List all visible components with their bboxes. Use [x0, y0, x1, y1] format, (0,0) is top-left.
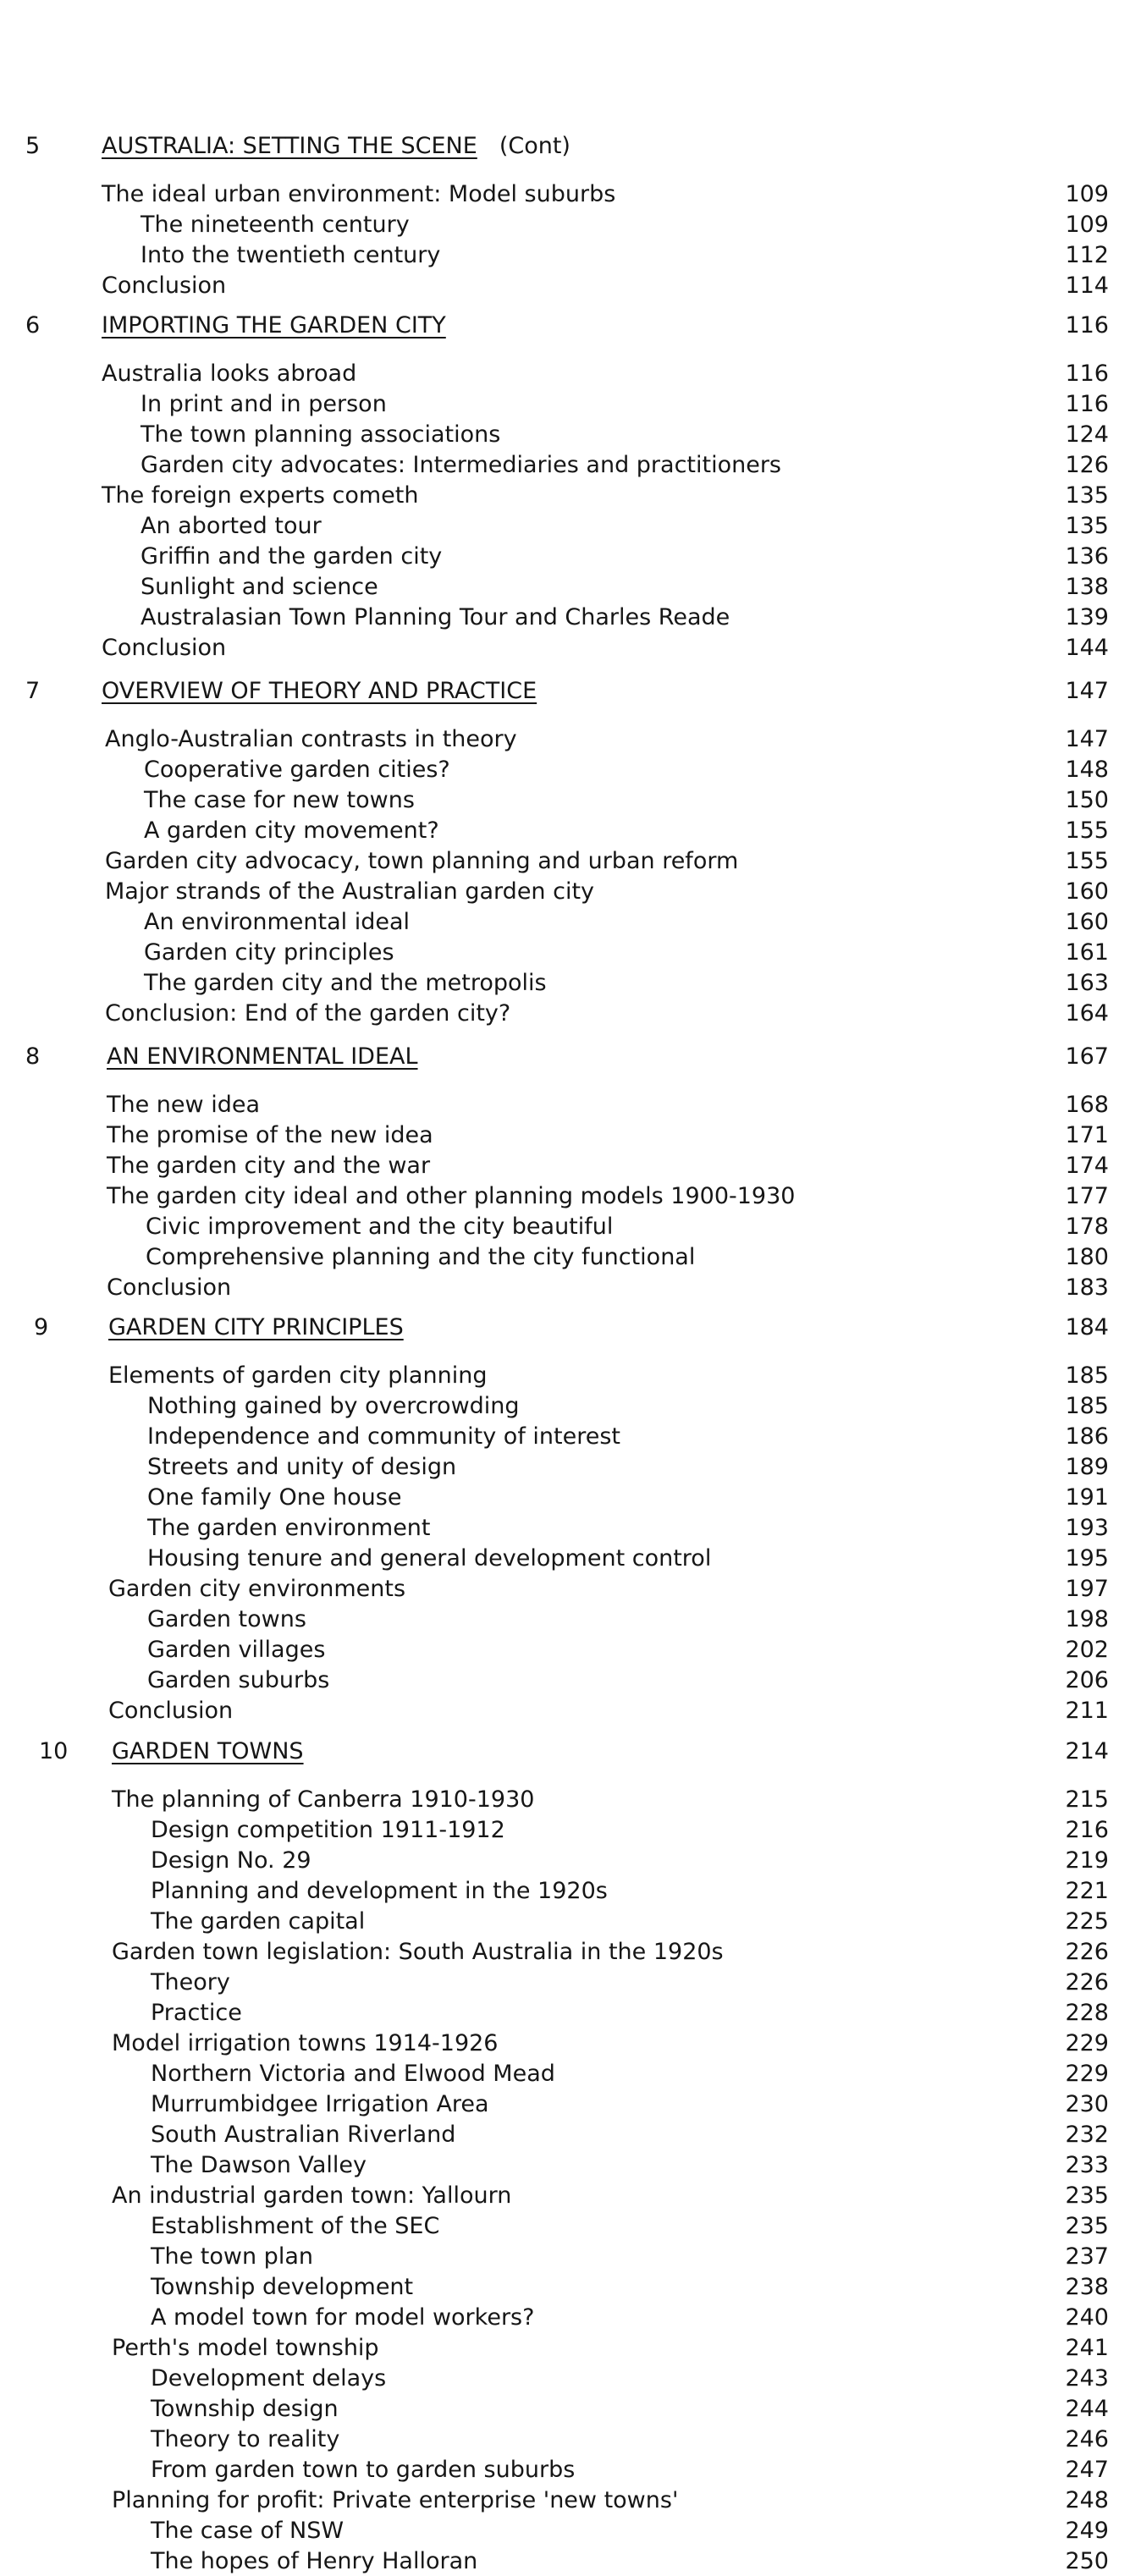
- subsection-title: The garden capital: [151, 1908, 366, 1935]
- subsection-title: In print and in person: [141, 391, 387, 417]
- subsection-title: Garden villages: [147, 1637, 326, 1663]
- page-number: 135: [1065, 513, 1109, 539]
- section-title: Garden city advocacy, town planning and urban reform: [105, 848, 739, 874]
- subsection-title: One family One house: [147, 1484, 402, 1511]
- chapter-title: IMPORTING THE GARDEN CITY: [102, 312, 446, 339]
- page-number: 215: [1065, 1786, 1109, 1813]
- page-number: 211: [1065, 1698, 1109, 1724]
- page-number: 147: [1065, 726, 1109, 752]
- subsection-title: From garden town to garden suburbs: [151, 2457, 576, 2483]
- chapter-title: GARDEN CITY PRINCIPLES: [108, 1314, 404, 1340]
- page-number: 237: [1065, 2243, 1109, 2270]
- page-number: 136: [1065, 543, 1109, 570]
- page-number: 191: [1065, 1484, 1109, 1511]
- page-number: 244: [1065, 2396, 1109, 2422]
- chapter-number: 8: [25, 1043, 41, 1070]
- page-number: 177: [1065, 1183, 1109, 1209]
- page-number: 247: [1065, 2457, 1109, 2483]
- page-number: 243: [1065, 2365, 1109, 2392]
- chapter-title-group: [102, 677, 537, 706]
- page-number: 160: [1065, 909, 1109, 935]
- page-number: 235: [1065, 2213, 1109, 2239]
- chapter-number: 7: [25, 678, 41, 704]
- chapter-title: OVERVIEW OF THEORY AND PRACTICE: [102, 678, 537, 704]
- subsection-title: Design No. 29: [151, 1847, 311, 1874]
- subsection-title: The Dawson Valley: [151, 2152, 367, 2178]
- section-title: Australia looks abroad: [102, 361, 357, 387]
- page-number: 180: [1065, 1244, 1109, 1270]
- section-title: Conclusion: [108, 1698, 234, 1724]
- page-number: 164: [1065, 1000, 1109, 1027]
- subsection-title: Establishment of the SEC: [151, 2213, 440, 2239]
- chapter-number: 9: [34, 1314, 49, 1340]
- page-number: 229: [1065, 2030, 1109, 2056]
- page-number: 135: [1065, 482, 1109, 509]
- subsection-title: Cooperative garden cities?: [144, 757, 450, 783]
- subsection-title: The case for new towns: [144, 787, 415, 813]
- section-title: Garden town legislation: South Australia in the 1920s: [112, 1939, 724, 1965]
- page-number: 174: [1065, 1153, 1109, 1179]
- subsection-title: Garden suburbs: [147, 1667, 330, 1693]
- section-title: Conclusion: [102, 635, 227, 661]
- page-number: 139: [1065, 604, 1109, 630]
- page-number: 167: [1065, 1043, 1109, 1070]
- section-title: The new idea: [107, 1092, 260, 1118]
- page-number: 185: [1065, 1362, 1109, 1389]
- page-number: 246: [1065, 2426, 1109, 2452]
- page-number: 193: [1065, 1515, 1109, 1541]
- subsection-title: Theory: [151, 1969, 230, 1995]
- subsection-title: Into the twentieth century: [141, 242, 441, 268]
- page-number: 178: [1065, 1214, 1109, 1240]
- section-title: The garden city and the war: [107, 1153, 431, 1179]
- page-number: 116: [1065, 391, 1109, 417]
- subsection-title: Design competition 1911-1912: [151, 1817, 505, 1843]
- subsection-title: Streets and unity of design: [147, 1454, 457, 1480]
- page-number: 238: [1065, 2274, 1109, 2300]
- section-title: Conclusion: [107, 1274, 232, 1301]
- page-number: 155: [1065, 817, 1109, 844]
- section-title: Conclusion: [102, 272, 227, 299]
- section-title: Conclusion: End of the garden city?: [105, 1000, 511, 1027]
- subsection-title: A garden city movement?: [144, 817, 439, 844]
- page-number: 214: [1065, 1738, 1109, 1764]
- subsection-title: Housing tenure and general development control: [147, 1545, 712, 1571]
- subsection-title: Planning and development in the 1920s: [151, 1878, 608, 1904]
- subsection-title: The nineteenth century: [141, 212, 410, 238]
- page-number: 112: [1065, 242, 1109, 268]
- subsection-title: The garden city and the metropolis: [144, 970, 547, 996]
- section-title: Perth's model township: [112, 2335, 379, 2361]
- page-number: 114: [1065, 272, 1109, 299]
- subsection-title: The town plan: [151, 2243, 313, 2270]
- page-number: 233: [1065, 2152, 1109, 2178]
- page-number: 184: [1065, 1314, 1109, 1340]
- page-number: 116: [1065, 312, 1109, 339]
- page-number: 116: [1065, 361, 1109, 387]
- page-number: 126: [1065, 452, 1109, 478]
- page-number: 198: [1065, 1606, 1109, 1632]
- page-number: 249: [1065, 2518, 1109, 2544]
- page-number: 197: [1065, 1576, 1109, 1602]
- page-number: 248: [1065, 2487, 1109, 2513]
- subsection-title: Garden city principles: [144, 939, 394, 966]
- subsection-title: Civic improvement and the city beautiful: [146, 1214, 614, 1240]
- page-number: 221: [1065, 1878, 1109, 1904]
- subsection-title: Garden city advocates: Intermediaries and practitioners: [141, 452, 782, 478]
- section-title: The ideal urban environment: Model suburbs: [102, 181, 616, 207]
- page-number: 161: [1065, 939, 1109, 966]
- page-number: 230: [1065, 2091, 1109, 2117]
- chapter-title: GARDEN TOWNS: [112, 1738, 304, 1764]
- page-number: 168: [1065, 1092, 1109, 1118]
- subsection-title: Township development: [151, 2274, 414, 2300]
- subsection-title: Griffin and the garden city: [141, 543, 443, 570]
- subsection-title: Development delays: [151, 2365, 387, 2392]
- subsection-title: The garden environment: [147, 1515, 431, 1541]
- subsection-title: Independence and community of interest: [147, 1423, 620, 1450]
- section-title: Garden city environments: [108, 1576, 406, 1602]
- page-number: 171: [1065, 1122, 1109, 1148]
- chapter-title: AUSTRALIA: SETTING THE SCENE: [102, 133, 477, 159]
- section-title: Anglo-Australian contrasts in theory: [105, 726, 517, 752]
- subsection-title: The case of NSW: [151, 2518, 345, 2544]
- page-number: 183: [1065, 1274, 1109, 1301]
- section-title: Model irrigation towns 1914-1926: [112, 2030, 499, 2056]
- section-title: The promise of the new idea: [107, 1122, 433, 1148]
- page-number: 225: [1065, 1908, 1109, 1935]
- page-number: 232: [1065, 2122, 1109, 2148]
- page-number: 202: [1065, 1637, 1109, 1663]
- subsection-title: An aborted tour: [141, 513, 322, 539]
- section-title: The foreign experts cometh: [102, 482, 419, 509]
- subsection-title: The town planning associations: [141, 421, 501, 448]
- page-number: 206: [1065, 1667, 1109, 1693]
- chapter-number: 5: [25, 133, 41, 159]
- page-number: 109: [1065, 181, 1109, 207]
- subsection-title: Comprehensive planning and the city functional: [146, 1244, 696, 1270]
- page-number: 216: [1065, 1817, 1109, 1843]
- chapter-title-group: [107, 1043, 418, 1071]
- section-title: Planning for profit: Private enterprise 'new towns': [112, 2487, 679, 2513]
- page-number: 189: [1065, 1454, 1109, 1480]
- page-number: 148: [1065, 757, 1109, 783]
- subsection-title: An environmental ideal: [144, 909, 411, 935]
- subsection-title: Nothing gained by overcrowding: [147, 1393, 520, 1419]
- chapter-title: AN ENVIRONMENTAL IDEAL: [107, 1043, 418, 1070]
- chapter-number: 10: [39, 1738, 69, 1764]
- subsection-title: Township design: [151, 2396, 339, 2422]
- chapter-continued-note: (Cont): [499, 133, 570, 159]
- subsection-title: Northern Victoria and Elwood Mead: [151, 2061, 555, 2087]
- page-number: 235: [1065, 2182, 1109, 2209]
- subsection-title: South Australian Riverland: [151, 2122, 456, 2148]
- subsection-title: Garden towns: [147, 1606, 306, 1632]
- page-number: 195: [1065, 1545, 1109, 1571]
- chapter-title-group: [112, 1737, 304, 1766]
- section-title: Elements of garden city planning: [108, 1362, 488, 1389]
- chapter-title-group: [102, 311, 446, 340]
- subsection-title: Australasian Town Planning Tour and Charles Reade: [141, 604, 730, 630]
- chapter-number: 6: [25, 312, 41, 339]
- page-number: 147: [1065, 678, 1109, 704]
- page-number: 226: [1065, 1939, 1109, 1965]
- page-number: 150: [1065, 787, 1109, 813]
- page-number: 240: [1065, 2304, 1109, 2331]
- page-number: 163: [1065, 970, 1109, 996]
- page-number: 186: [1065, 1423, 1109, 1450]
- page-number: 226: [1065, 1969, 1109, 1995]
- page-number: 138: [1065, 574, 1109, 600]
- chapter-title-group: [108, 1313, 404, 1342]
- subsection-title: A model town for model workers?: [151, 2304, 535, 2331]
- section-title: Major strands of the Australian garden city: [105, 878, 595, 905]
- page-number: 185: [1065, 1393, 1109, 1419]
- page-number: 229: [1065, 2061, 1109, 2087]
- subsection-title: Sunlight and science: [141, 574, 378, 600]
- page-number: 250: [1065, 2548, 1109, 2574]
- page-number: 109: [1065, 212, 1109, 238]
- page-number: 124: [1065, 421, 1109, 448]
- subsection-title: Theory to reality: [151, 2426, 340, 2452]
- page-number: 219: [1065, 1847, 1109, 1874]
- section-title: The garden city ideal and other planning models 1900-1930: [107, 1183, 796, 1209]
- page-number: 241: [1065, 2335, 1109, 2361]
- subsection-title: The hopes of Henry Halloran: [151, 2548, 478, 2574]
- page-number: 144: [1065, 635, 1109, 661]
- subsection-title: Murrumbidgee Irrigation Area: [151, 2091, 489, 2117]
- section-title: The planning of Canberra 1910-1930: [112, 1786, 535, 1813]
- page-number: 155: [1065, 848, 1109, 874]
- page-number: 160: [1065, 878, 1109, 905]
- page-number: 228: [1065, 2000, 1109, 2026]
- chapter-title-group: [102, 132, 570, 161]
- section-title: An industrial garden town: Yallourn: [112, 2182, 512, 2209]
- subsection-title: Practice: [151, 2000, 242, 2026]
